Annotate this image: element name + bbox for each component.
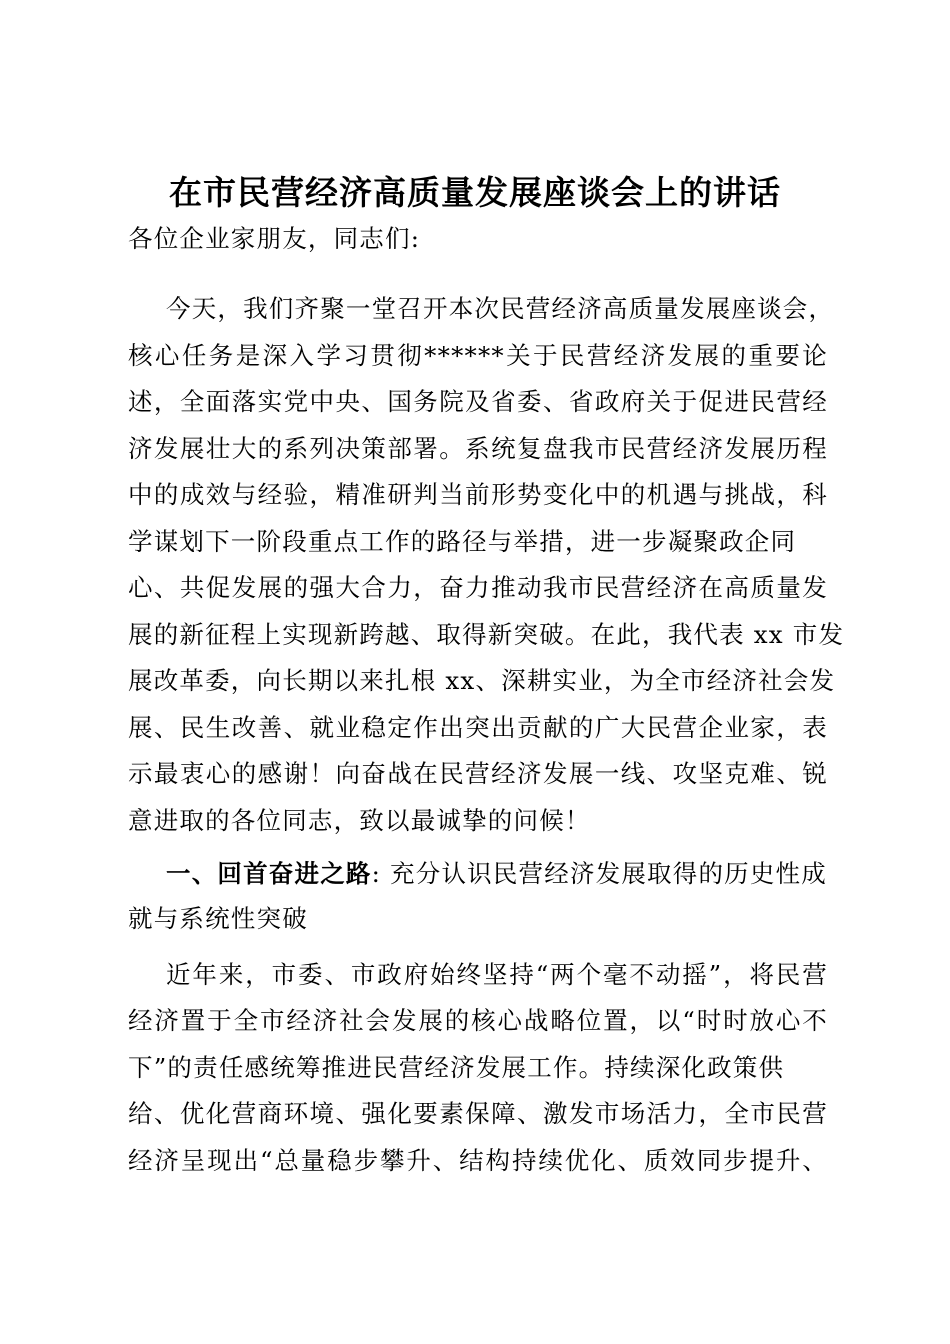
paragraph-line: 示最衷心的感谢！向奋战在民营经济发展一线、攻坚克难、锐 bbox=[128, 759, 828, 788]
paragraph-line: 近年来，市委、市政府始终坚持“两个毫不动摇”，将民营 bbox=[166, 960, 828, 989]
paragraph-line: 展改革委，向长期以来扎根 xx、深耕实业，为全市经济社会发 bbox=[128, 666, 836, 695]
paragraph-line: 经济呈现出“总量稳步攀升、结构持续优化、质效同步提升、 bbox=[128, 1146, 828, 1175]
section-heading-line bbox=[166, 856, 828, 892]
paragraph-line: 济发展壮大的系列决策部署。系统复盘我市民营经济发展历程 bbox=[128, 434, 828, 463]
section-heading-line: 就与系统性突破 bbox=[128, 904, 308, 933]
paragraph-line: 意进取的各位同志，致以最诚挚的问候！ bbox=[128, 806, 591, 835]
paragraph-line: 展、民生改善、就业稳定作出突出贡献的广大民营企业家，表 bbox=[128, 713, 828, 742]
section-heading-text: : 充分认识民营经济发展取得的历史性成 bbox=[371, 859, 827, 888]
paragraph-line: 中的成效与经验，精准研判当前形势变化中的机遇与挑战，科 bbox=[128, 480, 828, 509]
paragraph-line: 学谋划下一阶段重点工作的路径与举措，进一步凝聚政企同 bbox=[128, 527, 797, 556]
paragraph-line: 经济置于全市经济社会发展的核心战略位置，以“时时放心不 bbox=[128, 1006, 828, 1035]
salutation: 各位企业家朋友，同志们: bbox=[128, 224, 421, 253]
paragraph-line: 核心任务是深入学习贯彻******关于民营经济发展的重要论 bbox=[128, 341, 828, 370]
paragraph-line: 下”的责任感统筹推进民营经济发展工作。持续深化政策供 bbox=[128, 1053, 785, 1082]
paragraph-line: 展的新征程上实现新跨越、取得新突破。在此，我代表 xx 市发 bbox=[128, 620, 845, 649]
paragraph-line: 今天，我们齐聚一堂召开本次民营经济高质量发展座谈会， bbox=[166, 294, 835, 323]
paragraph-line: 给、优化营商环境、强化要素保障、激发市场活力，全市民营 bbox=[128, 1099, 828, 1128]
paragraph-line: 心、共促发展的强大合力，奋力推动我市民营经济在高质量发 bbox=[128, 573, 828, 602]
document-title: 在市民营经济高质量发展座谈会上的讲话 bbox=[169, 173, 781, 212]
section-heading-bold: 一、回首奋进之路 bbox=[166, 859, 372, 888]
paragraph-line: 述，全面落实党中央、国务院及省委、省政府关于促进民营经 bbox=[128, 387, 828, 416]
